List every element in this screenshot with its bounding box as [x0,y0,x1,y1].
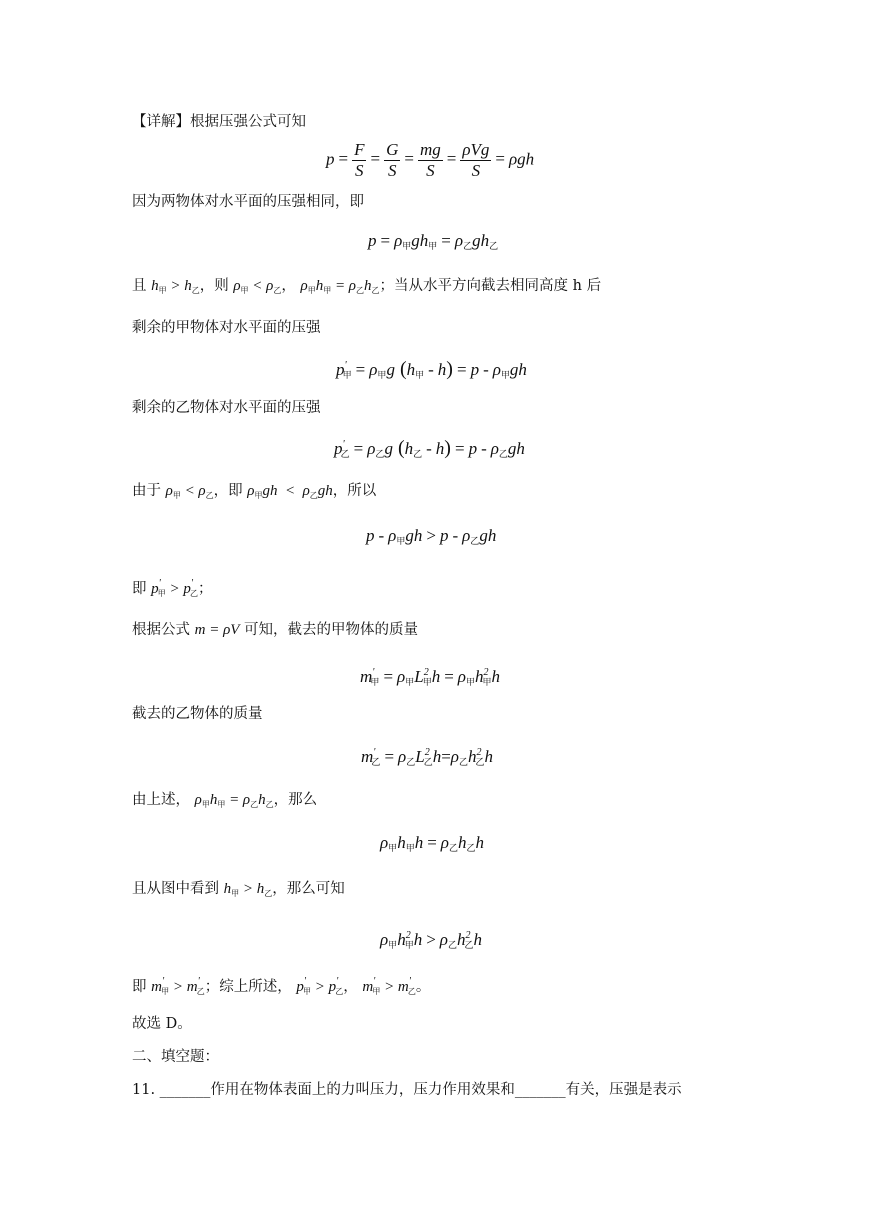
text-conclusion-c: 。 [415,979,431,995]
text-conclusion: 即 $m'_甲 > m'_乙$；综上所述， $p'_甲 > p'_乙$， $m'_甲 > m'_乙$。 [132,976,431,996]
text-remaining-yi: 剩余的乙物体对水平面的压强 [132,400,321,416]
formula-mass-yi: $m'_乙 = \rho_乙L^2_乙h=\rho_乙h^2_乙h$ [361,747,493,767]
text-conclusion-b: ；综上所述， [204,979,292,995]
text-mass-formula: 根据公式 m = ρV 可知，截去的甲物体的质量 [132,622,419,638]
formula-compare-mass: $\rho_甲h^2_甲h > \rho_乙h^2_乙h$ [380,930,482,950]
text-condition: 且 $h_甲 > h_乙$，则 $\rho_甲 < \rho_乙$， $\rho_甲h_甲 = \rho_乙h_乙$；当从水平方向截去相同高度 h 后 [132,278,602,295]
text-same-pressure: 因为两物体对水平面的压强相同，即 [132,194,364,210]
text-therefore-a: 即 [132,581,147,597]
text-cut-yi: 截去的乙物体的质量 [132,706,263,722]
formula-mass-jia: $m'_甲 = \rho_甲L^2_甲h = \rho_甲h^2_甲h$ [360,667,500,687]
text-answer: 故选 D。 [132,1016,192,1032]
question-11-number: 11. [132,1082,156,1098]
question-11 [132,1080,682,1100]
formula-compare-pressure: $p - \rho_甲gh > p - \rho_乙gh$ [366,526,497,546]
formula-equal-pressure: $p = \rho_甲gh_甲 = \rho_乙gh_乙$ [368,231,499,251]
text-from-figure-a: 且从图中看到 [132,881,219,897]
formula-remaining-yi: $p'_乙 = \rho_乙g$ $(h_乙 - h) = p - \rho_乙gh$ [334,437,525,459]
text-mass-formula-b: 可知，截去的甲物体的质量 [244,622,419,638]
text-from-above-a: 由上述， [132,792,190,808]
question-11-blank-1: _______ [159,1082,211,1098]
question-11-part-1: 作用在物体表面上的力叫压力，压力作用效果和 [210,1082,515,1098]
text-since-a: 由于 [132,483,161,499]
formula-pressure-chain: p = $\frac{F}{S}$ = $\frac{G}{S}$ = $\frac{mg}{S}$ = $\frac{\text{ρVg}}{S}$ = ρgh [326,140,535,180]
text-remaining-jia: 剩余的甲物体对水平面的压强 [132,320,321,336]
section-two-heading: 二、填空题： [132,1049,219,1065]
text-mass-formula-a: 根据公式 [132,622,190,638]
text-from-figure: 且从图中看到 $h_甲 > h_乙$，那么可知 [132,881,345,898]
text-conclusion-a: 即 [132,979,147,995]
question-11-part-2: 有关，压强是表示 [565,1082,682,1098]
text-since-c: ，所以 [332,483,377,499]
text-from-figure-b: ，那么可知 [272,881,345,897]
formula-remaining-jia: $p'_甲 = \rho_甲g$ $(h_甲 - h) = p - \rho_甲gh$ [336,358,527,380]
text-since-b: ，即 [213,483,243,499]
text-condition-c: ；当从水平方向截去相同高度 h 后 [379,278,602,294]
text-therefore: 即 $p'_甲 > p'_乙$； [132,578,213,598]
text-from-above: 由上述， $\rho_甲h_甲 = \rho_乙h_乙$，那么 [132,792,318,809]
text-since: 由于 $\rho_甲 < \rho_乙$，即 $\rho_甲gh < \rho_乙gh$，所以 [132,483,377,500]
text-therefore-b: ； [198,581,213,597]
detail-heading: 【详解】根据压强公式可知 [132,114,306,130]
formula-density-height: $\rho_甲h_甲h = \rho_乙h_乙h$ [380,833,484,853]
question-11-blank-2: _______ [514,1082,566,1098]
text-from-above-b: ，那么 [273,792,318,808]
text-condition-a: 且 [132,278,147,294]
text-condition-b: ，则 [199,278,229,294]
